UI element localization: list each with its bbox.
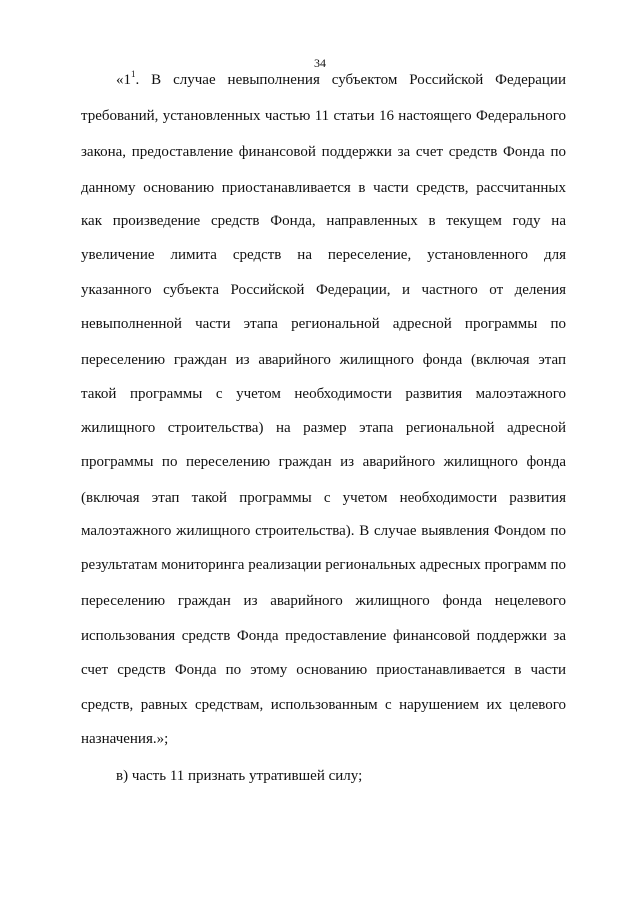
paragraph-line: указанного субъекта Российской Федерации, и частного от деления: [81, 282, 566, 298]
line-1-rest: . В случае невыполнения субъектом Российской Федерации: [135, 72, 566, 88]
paragraph-line: невыполненной части этапа региональной адресной программы по: [81, 316, 566, 332]
paragraph-line: данному основанию приостанавливается в части средств, рассчитанных: [81, 180, 566, 196]
paragraph-line: средств, равных средствам, использованным с нарушением их целевого: [81, 697, 566, 713]
paragraph-line: использования средств Фонда предоставление финансовой поддержки за: [81, 628, 566, 644]
paragraph-line: закона, предоставление финансовой поддержки за счет средств Фонда по: [81, 144, 566, 160]
paragraph-line: увеличение лимита средств на переселение, установленного для: [81, 247, 566, 263]
quote-prefix: «1: [116, 72, 131, 88]
page-number: 34: [314, 56, 326, 70]
paragraph-line: малоэтажного жилищного строительства). В случае выявления Фондом по: [81, 523, 566, 539]
paragraph-line: как произведение средств Фонда, направленных в текущем году на: [81, 213, 566, 229]
paragraph-line: требований, установленных частью 11 статьи 16 настоящего Федерального: [81, 108, 566, 124]
paragraph-line: программы по переселению граждан из аварийного жилищного фонда: [81, 454, 566, 470]
superscript-index: 1: [131, 69, 136, 79]
paragraph-line: (включая этап такой программы с учетом необходимости развития: [81, 490, 566, 506]
paragraph-line: счет средств Фонда по этому основанию приостанавливается в части: [81, 662, 566, 678]
paragraph-line: переселению граждан из аварийного жилищного фонда нецелевого: [81, 593, 566, 609]
paragraph-last-line: назначения.»;: [81, 731, 169, 747]
paragraph-line-1: [116, 70, 566, 90]
paragraph-line: переселению граждан из аварийного жилищного фонда (включая этап: [81, 352, 566, 368]
paragraph-line: такой программы с учетом необходимости развития малоэтажного: [81, 386, 566, 402]
paragraph-line: результатам мониторинга реализации региональных адресных программ по: [81, 557, 567, 573]
paragraph-line: жилищного строительства) на размер этапа региональной адресной: [81, 420, 566, 436]
list-item-v: в) часть 11 признать утратившей силу;: [116, 768, 363, 784]
